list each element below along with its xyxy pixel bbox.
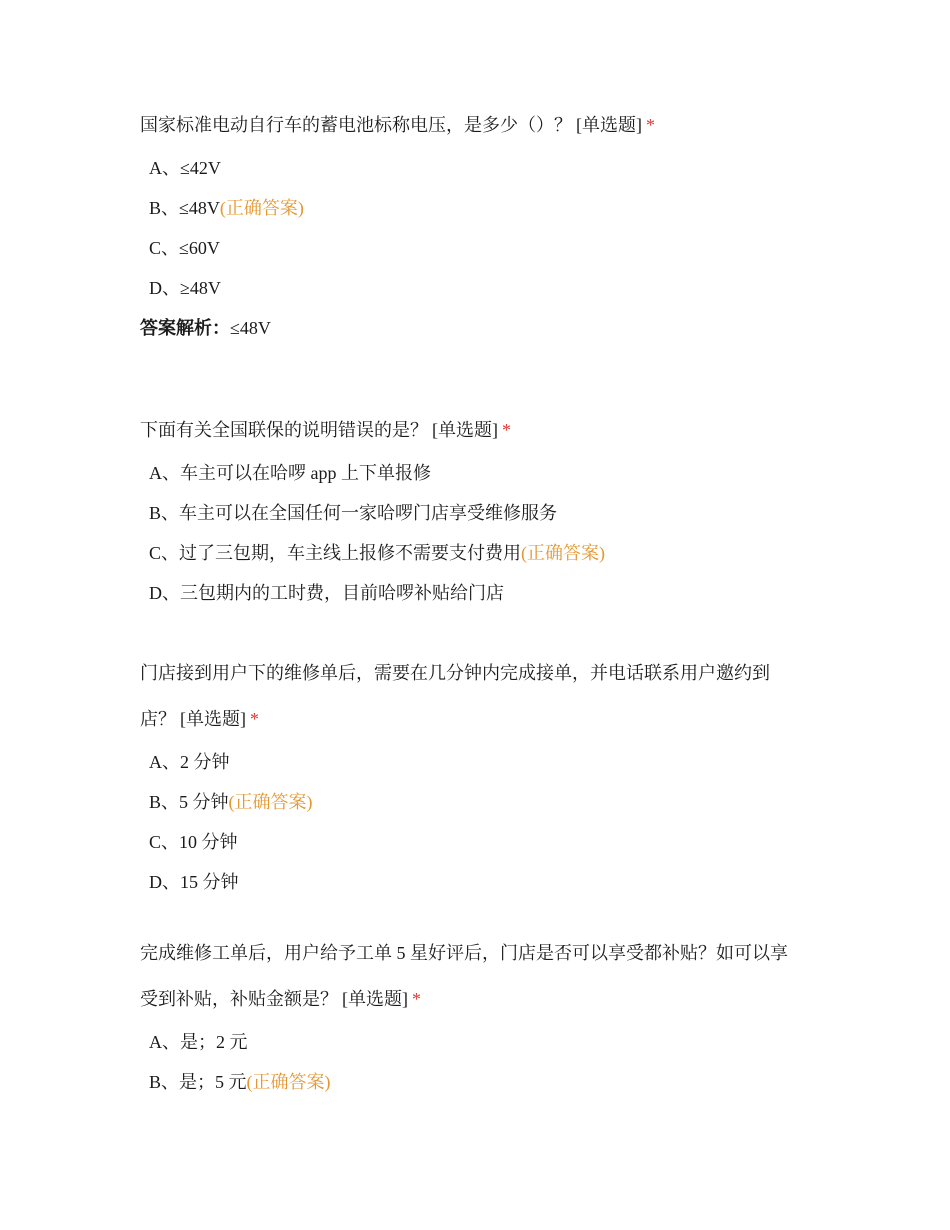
option-c: C、≤60V <box>149 238 220 258</box>
option-b: B、≤48V(正确答案) <box>149 198 304 218</box>
required-mark: * <box>646 115 655 135</box>
question-title: 国家标准电动自行车的蓄电池标称电压，是多少（）？ [单选题] * <box>140 115 655 135</box>
option-b: B、是；5 元(正确答案) <box>149 1072 331 1092</box>
option-d: D、≥48V <box>149 278 221 298</box>
option-c: C、10 分钟 <box>149 832 238 852</box>
correct-answer-tag: (正确答案) <box>521 543 606 563</box>
correct-answer-tag: (正确答案) <box>228 792 313 812</box>
option-b: B、5 分钟(正确答案) <box>149 792 313 812</box>
required-mark: * <box>412 989 421 1009</box>
question-title: 完成维修工单后，用户给予工单 5 星好评后，门店是否可以享受都补贴？如可以享 受到补贴，补贴金额是？ [单选题] * <box>140 943 788 1009</box>
option-c: C、过了三包期，车主线上报修不需要支付费用(正确答案) <box>149 543 606 563</box>
question-type-label: [单选题] <box>342 989 408 1009</box>
required-mark: * <box>250 709 259 729</box>
question-type-label: [单选题] <box>180 709 246 729</box>
option-a: A、2 分钟 <box>149 752 230 772</box>
option-d: D、15 分钟 <box>149 872 239 892</box>
analysis-text: ≤48V <box>230 318 271 338</box>
option-a: A、≤42V <box>149 158 221 178</box>
question-type-label: [单选题] <box>576 115 642 135</box>
question-2 <box>140 407 820 613</box>
required-mark: * <box>502 420 511 440</box>
option-d: D、三包期内的工时费，目前哈啰补贴给门店 <box>149 583 504 603</box>
question-type-label: [单选题] <box>432 420 498 440</box>
question-4 <box>140 930 820 1102</box>
option-b: B、车主可以在全国任何一家哈啰门店享受维修服务 <box>149 503 558 523</box>
option-a: A、是；2 元 <box>149 1032 248 1052</box>
option-a: A、车主可以在哈啰 app 上下单报修 <box>149 463 431 483</box>
question-title: 下面有关全国联保的说明错误的是？ [单选题] * <box>140 420 511 440</box>
correct-answer-tag: (正确答案) <box>246 1072 331 1092</box>
answer-analysis <box>140 308 820 348</box>
correct-answer-tag: (正确答案) <box>219 198 304 218</box>
question-title: 门店接到用户下的维修单后，需要在几分钟内完成接单，并电话联系用户邀约到 店？ [单选题] * <box>140 663 770 729</box>
question-3 <box>140 650 820 902</box>
analysis-label: 答案解析： <box>140 318 230 338</box>
question-1 <box>140 102 820 348</box>
